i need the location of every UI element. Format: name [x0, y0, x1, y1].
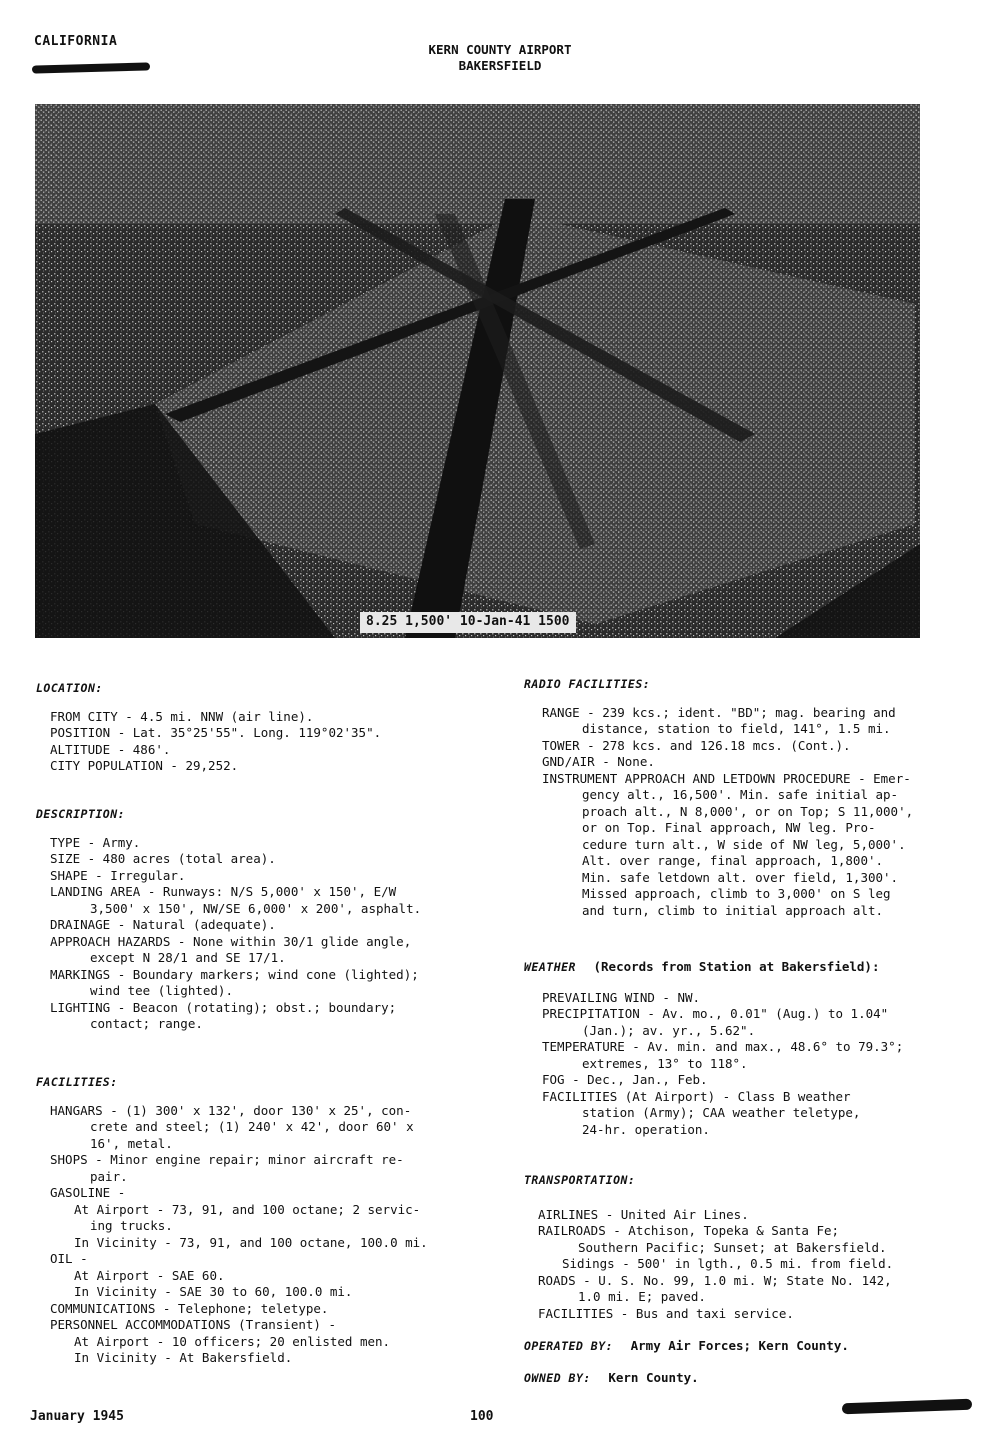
radio-line: GND/AIR - None. [542, 754, 655, 769]
description-line: TYPE - Army. [50, 834, 141, 850]
redaction-mark-top [32, 62, 150, 73]
weather-line: (Jan.); av. yr., 5.62". [582, 1022, 756, 1038]
weather-line: TEMPERATURE - Av. min. and max., 48.6° to 79.3°; [542, 1039, 904, 1054]
description-line: SIZE - 480 acres (total area). [50, 851, 276, 866]
weather-line: PREVAILING WIND - NW. [542, 989, 701, 1005]
title-block [330, 42, 670, 74]
weather-note: (Records from Station at Bakersfield): [593, 959, 880, 974]
facilities-line: At Airport - SAE 60. [74, 1267, 225, 1283]
location-line: FROM CITY - 4.5 mi. NNW (air line). [50, 708, 314, 724]
location-section [36, 680, 476, 775]
transportation-line: Southern Pacific; Sunset; at Bakersfield. [578, 1239, 887, 1255]
description-line: wind tee (lighted). [90, 983, 233, 998]
transportation-line: Sidings - 500' in lgth., 0.5 mi. from field. [562, 1256, 894, 1271]
transportation-line: FACILITIES - Bus and taxi service. [538, 1305, 794, 1321]
description-line: SHAPE - Irregular. [50, 867, 186, 883]
facilities-line: PERSONNEL ACCOMMODATIONS (Transient) - [50, 1317, 336, 1332]
transportation-line: AIRLINES - United Air Lines. [538, 1206, 749, 1222]
radio-line: INSTRUMENT APPROACH AND LETDOWN PROCEDURE - Emer- [542, 770, 911, 786]
page-number: 100 [470, 1409, 494, 1424]
facilities-line: SHOPS - Minor engine repair; minor aircraft re- [50, 1152, 404, 1167]
operated-by-value: Army Air Forces; Kern County. [630, 1338, 849, 1353]
facilities-section [36, 1074, 476, 1367]
description-line: LIGHTING - Beacon (rotating); obst.; boundary; [50, 999, 397, 1015]
description-line: MARKINGS - Boundary markers; wind cone (lighted); [50, 966, 419, 982]
weather-line: station (Army); CAA weather teletype, [582, 1105, 861, 1120]
radio-line: gency alt., 16,500'. Min. safe initial ap- [582, 787, 899, 802]
facilities-line: In Vicinity - 73, 91, and 100 octane, 100.0 mi. [74, 1234, 428, 1250]
radio-line: RANGE - 239 kcs.; ident. "BD"; mag. bearing and [542, 704, 896, 720]
description-line: except N 28/1 and SE 17/1. [90, 950, 286, 965]
owned-by-label: OWNED BY: [524, 1371, 591, 1385]
facilities-line: OIL - [50, 1251, 88, 1266]
location-heading: LOCATION: [36, 681, 103, 695]
operated-by [524, 1338, 849, 1355]
facilities-line: GASOLINE - [50, 1185, 126, 1200]
facilities-line: In Vicinity - SAE 30 to 60, 100.0 mi. [74, 1284, 353, 1299]
facilities-line: ing trucks. [90, 1218, 173, 1233]
radio-line: Missed approach, climb to 3,000' on S leg [582, 886, 891, 901]
weather-line: PRECIPITATION - Av. mo., 0.01" (Aug.) to 1.04" [542, 1006, 889, 1021]
facilities-line: In Vicinity - At Bakersfield. [74, 1350, 293, 1365]
transportation-heading: TRANSPORTATION: [524, 1173, 636, 1187]
description-line: contact; range. [90, 1016, 203, 1031]
radio-heading: RADIO FACILITIES: [524, 677, 651, 691]
facilities-heading: FACILITIES: [36, 1075, 118, 1089]
facilities-line: COMMUNICATIONS - Telephone; teletype. [50, 1300, 329, 1316]
state-label: CALIFORNIA [34, 34, 118, 49]
weather-line: extremes, 13° to 118°. [582, 1055, 748, 1071]
facilities-line: At Airport - 10 officers; 20 enlisted men. [74, 1333, 391, 1349]
transportation-line: RAILROADS - Atchison, Topeka & Santa Fe; [538, 1223, 840, 1238]
weather-line: 24-hr. operation. [582, 1121, 710, 1137]
radio-line: Min. safe letdown alt. over field, 1,300'. [582, 869, 899, 885]
transportation-section [524, 1172, 964, 1322]
radio-line: TOWER - 278 kcs. and 126.18 mcs. (Cont.). [542, 737, 851, 753]
redaction-mark-bottom [842, 1399, 972, 1415]
location-line: CITY POPULATION - 29,252. [50, 758, 239, 773]
owned-by-value: Kern County. [608, 1370, 699, 1385]
weather-line: FACILITIES (At Airport) - Class B weather [542, 1088, 851, 1104]
facilities-line: At Airport - 73, 91, and 100 octane; 2 servic- [74, 1201, 421, 1217]
weather-section [524, 959, 964, 1138]
facilities-line: 16', metal. [90, 1135, 173, 1151]
radio-line: or on Top. Final approach, NW leg. Pro- [582, 820, 876, 835]
radio-section [524, 676, 964, 919]
weather-heading: WEATHER [524, 960, 576, 974]
facilities-line: crete and steel; (1) 240' x 42', door 60' x [90, 1119, 414, 1134]
description-line: APPROACH HAZARDS - None within 30/1 glide angle, [50, 933, 412, 949]
description-line: DRAINAGE - Natural (adequate). [50, 917, 276, 932]
photo-caption: 8.25 1,500' 10-Jan-41 1500 [360, 612, 576, 633]
footer-date: January 1945 [30, 1409, 124, 1424]
radio-line: and turn, climb to initial approach alt. [582, 902, 884, 918]
radio-line: proach alt., N 8,000', or on Top; S 11,000', [582, 803, 914, 819]
description-line: 3,500' x 150', NW/SE 6,000' x 200', asphalt. [90, 900, 422, 916]
facilities-line: HANGARS - (1) 300' x 132', door 130' x 25', con- [50, 1102, 412, 1118]
airport-city: BAKERSFIELD [458, 58, 542, 73]
operated-by-label: OPERATED BY: [524, 1339, 614, 1353]
radio-line: Alt. over range, final approach, 1,800'. [582, 853, 884, 868]
radio-line: cedure turn alt., W side of NW leg, 5,000'. [582, 836, 906, 852]
aerial-photo [35, 104, 920, 638]
aerial-photo-graphic [35, 104, 920, 638]
transportation-line: ROADS - U. S. No. 99, 1.0 mi. W; State No. 142, [538, 1272, 892, 1288]
description-line: LANDING AREA - Runways: N/S 5,000' x 150', E/W [50, 884, 397, 899]
facilities-line: pair. [90, 1168, 128, 1184]
airport-title: KERN COUNTY AIRPORT [428, 42, 572, 57]
description-section [36, 806, 476, 1033]
radio-line: distance, station to field, 141°, 1.5 mi. [582, 721, 891, 736]
location-line: ALTITUDE - 486'. [50, 741, 171, 757]
location-line: POSITION - Lat. 35°25'55". Long. 119°02'35". [50, 725, 382, 740]
description-heading: DESCRIPTION: [36, 807, 126, 821]
transportation-line: 1.0 mi. E; paved. [578, 1289, 706, 1304]
owned-by [524, 1370, 699, 1387]
weather-line: FOG - Dec., Jan., Feb. [542, 1072, 708, 1087]
